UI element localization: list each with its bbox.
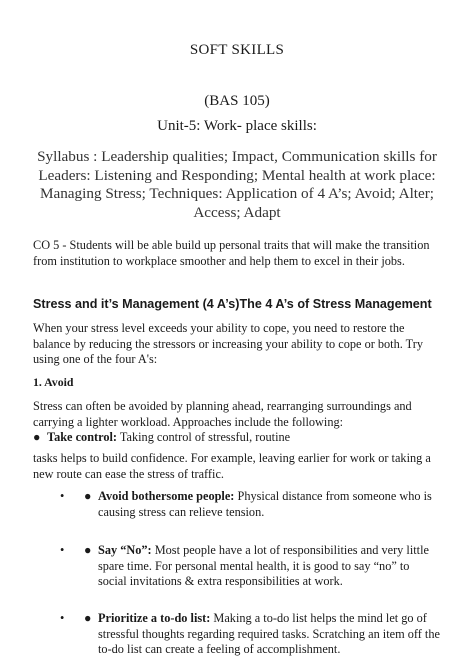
avoid-heading: 1. Avoid bbox=[33, 375, 74, 389]
bullet-marker: ● bbox=[84, 489, 92, 503]
item-text: Making a to-do list helps the mind let go of stressful thoughts regarding required tasks. Scratching an item off the to-do list can create a feeling of accomplishment. bbox=[98, 611, 440, 656]
bullet-marker: ● bbox=[84, 611, 92, 625]
list-item bbox=[60, 611, 440, 658]
intro-paragraph: When your stress level exceeds your ability to cope, you need to restore the balance by reducing the stressors or increasing your ability to cope or both. Try using one of the four A's: bbox=[33, 321, 423, 366]
unit-title: Unit-5: Work- place skills: bbox=[157, 118, 317, 134]
section-heading: Stress and it’s Management (4 A’s)The 4 A’s of Stress Management bbox=[33, 297, 432, 311]
sub-marker: • bbox=[60, 543, 65, 557]
item-text: Physical distance from someone who is causing stress can relieve tension. bbox=[98, 489, 432, 519]
take-control-text: Taking control of stressful, routine bbox=[117, 430, 291, 444]
item-label: Avoid bothersome people: bbox=[98, 489, 235, 503]
list-item bbox=[60, 543, 440, 590]
list-item bbox=[60, 489, 440, 520]
item-label: Prioritize a to-do list: bbox=[98, 611, 211, 625]
document-title: SOFT SKILLS bbox=[189, 42, 285, 58]
tasks-paragraph: tasks helps to build confidence. For example, leaving earlier for work or taking a new route can ease the stress of traffic. bbox=[33, 451, 431, 481]
course-code: (BAS 105) bbox=[204, 93, 270, 109]
item-label: Say “No”: bbox=[98, 543, 152, 557]
avoid-paragraph: Stress can often be avoided by planning ahead, rearranging surroundings and carrying a lighter workload. Approaches include the following: bbox=[33, 399, 412, 429]
sub-marker: • bbox=[60, 611, 65, 625]
take-control-label: Take control: bbox=[47, 430, 118, 444]
bullet-marker: ● bbox=[33, 430, 41, 444]
course-outcome: CO 5 - Students will be able build up personal traits that will make the transition from institution to workplace smoother and help them to excel in their jobs. bbox=[33, 238, 430, 268]
sub-marker: • bbox=[60, 489, 65, 503]
take-control-item bbox=[33, 430, 290, 446]
syllabus-text: Syllabus : Leadership qualities; Impact, Communication skills for Leaders: Listening and Responding; Mental health at work place: Managing Stress; Techniques: Application of 4 A’s; Avoid; Alter; Access; Adapt bbox=[37, 148, 437, 221]
bullet-marker: ● bbox=[84, 543, 92, 557]
item-text: Most people have a lot of responsibilities and very little spare time. For personal mental health, it is good to say “no” to social invitations & extra responsibilities at work. bbox=[98, 543, 429, 588]
